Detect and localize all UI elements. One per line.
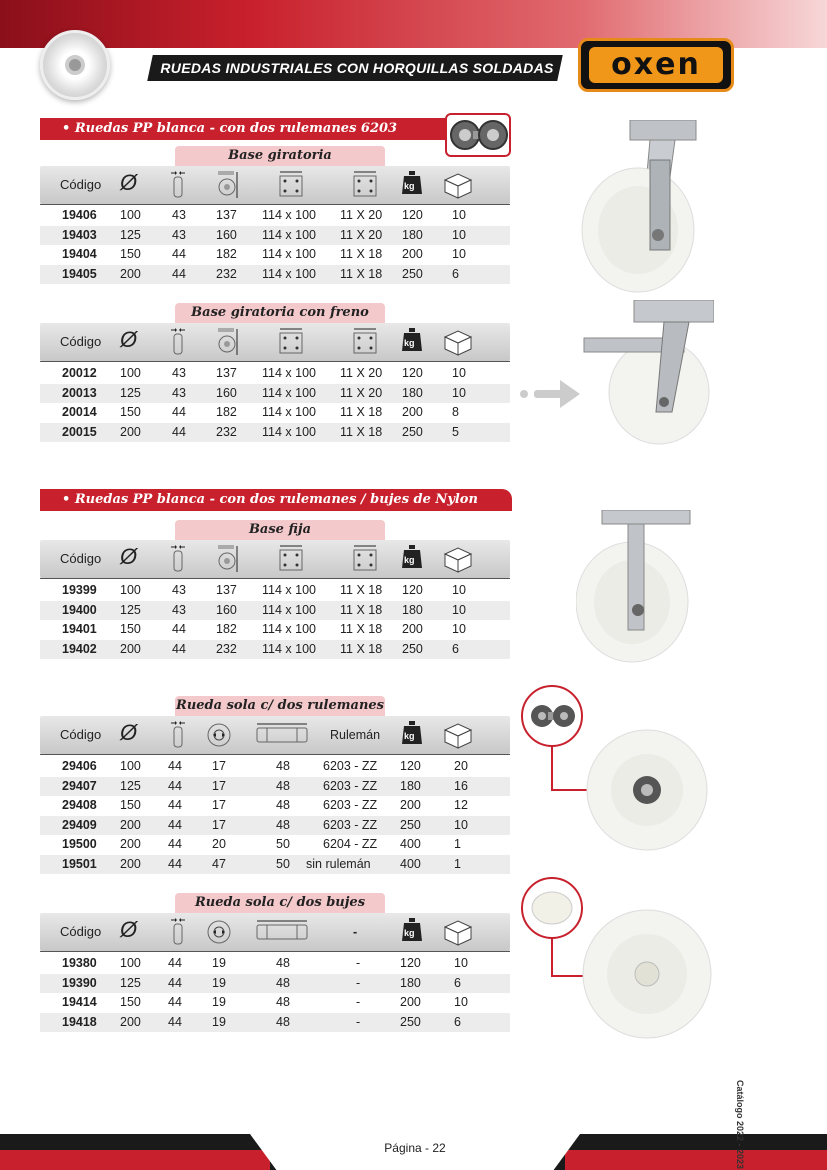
table-cell: 11 X 20 — [340, 366, 383, 380]
table-cell: 48 — [276, 817, 290, 832]
table-cell: 180 — [400, 975, 421, 990]
width-icon — [170, 720, 186, 755]
table-cell: 17 — [212, 817, 226, 832]
table-cell: 6203 - ZZ — [323, 759, 378, 773]
table-cell: 44 — [172, 266, 186, 281]
diameter-icon: Ø — [120, 720, 138, 745]
table-cell: 43 — [172, 385, 186, 400]
table-cell: 11 X 18 — [340, 641, 383, 656]
table-cell: 114 x 100 — [262, 247, 316, 262]
table-cell: 250 — [402, 641, 423, 656]
header-rule — [40, 578, 510, 579]
table-cell: 44 — [168, 995, 182, 1010]
table-cell: 182 — [216, 405, 237, 420]
table-cell: 200 — [120, 641, 141, 656]
table-cell: 20 — [454, 759, 468, 773]
table-cell: 150 — [120, 247, 141, 262]
table-header — [40, 323, 510, 361]
height-icon — [216, 170, 240, 205]
table-cell: 150 — [120, 405, 141, 420]
table-cell: 182 — [216, 247, 237, 262]
plate-size-icon — [274, 544, 308, 579]
wheel-bushings-photo — [520, 876, 740, 1061]
table-cell: 11 X 18 — [340, 622, 383, 637]
footer-accent-left — [0, 1150, 270, 1170]
table-row — [40, 796, 510, 815]
table-cell: 114 x 100 — [262, 602, 316, 617]
table-cell: 11 X 18 — [340, 266, 383, 281]
table-row — [40, 640, 510, 659]
cell-code: 19401 — [62, 622, 97, 637]
cell-code: 20012 — [62, 366, 97, 380]
table-cell: 10 — [452, 583, 466, 597]
table-cell: 11 X 18 — [340, 405, 383, 420]
kg-label: kg — [404, 338, 415, 348]
plate-size-icon — [274, 170, 308, 205]
table-cell: 114 x 100 — [262, 405, 316, 420]
table-row — [40, 601, 510, 620]
table-cell: 17 — [212, 778, 226, 793]
table-cell: 44 — [168, 857, 182, 871]
diameter-icon: Ø — [120, 327, 138, 352]
kg-label: kg — [404, 928, 415, 938]
cell-code: 19406 — [62, 208, 97, 222]
weight-kg-icon — [401, 170, 423, 201]
table-cell: 100 — [120, 759, 141, 773]
table-cell: 11 X 18 — [340, 424, 383, 439]
table-row — [40, 403, 510, 422]
wheel-logo-icon — [40, 30, 110, 100]
cell-code: 19418 — [62, 1014, 97, 1029]
table-cell: 200 — [120, 817, 141, 832]
package-icon — [442, 170, 474, 205]
cell-code: 19403 — [62, 227, 97, 242]
table-cell: 44 — [168, 798, 182, 813]
weight-kg-icon — [401, 917, 423, 948]
table-cell: 11 X 18 — [340, 602, 383, 617]
header-rule — [40, 361, 510, 362]
table-cell: 6203 - ZZ — [323, 817, 378, 832]
table-cell: 8 — [452, 405, 459, 420]
table-cell: 180 — [400, 778, 421, 793]
table-header — [40, 540, 510, 578]
package-icon — [442, 720, 474, 755]
cell-code: 29407 — [62, 778, 97, 793]
table-cell: 11 X 20 — [340, 227, 383, 242]
table-header — [40, 913, 510, 951]
table-cell: 17 — [212, 798, 226, 813]
hub-icon — [205, 917, 233, 952]
page-number: Página - 22 — [384, 1141, 446, 1155]
table-cell: 5 — [452, 424, 459, 439]
table-cell: 150 — [120, 995, 141, 1010]
hub-icon — [205, 720, 233, 755]
cell-code: 20015 — [62, 424, 97, 439]
table-cell: 114 x 100 — [262, 641, 316, 656]
table-row — [40, 206, 510, 225]
table-cell: 180 — [402, 385, 423, 400]
table-cell: 120 — [402, 208, 423, 222]
table-row — [40, 816, 510, 835]
bolt-holes-icon — [348, 544, 382, 579]
bearing-thumbnail — [445, 113, 511, 157]
table-cell: 160 — [216, 227, 237, 242]
table-cell: 44 — [172, 424, 186, 439]
table-cell: 250 — [402, 424, 423, 439]
codigo-header: Código — [60, 727, 102, 742]
table-cell: 200 — [402, 247, 423, 262]
plate-size-icon — [274, 327, 308, 362]
table-row — [40, 620, 510, 639]
table-cell: 114 x 100 — [262, 622, 316, 637]
table-cell: 10 — [454, 956, 468, 970]
diameter-icon: Ø — [120, 544, 138, 569]
table-cell: 114 x 100 — [262, 385, 316, 400]
height-icon — [216, 544, 240, 579]
table-cell: 6203 - ZZ — [323, 798, 378, 813]
table-row — [40, 265, 510, 284]
table-cell: 19 — [212, 956, 226, 970]
table-cell: 44 — [168, 759, 182, 773]
table-cell: 120 — [400, 956, 421, 970]
section-title: • Ruedas PP blanca - con dos rulemanes / bujes de Nylon — [40, 489, 512, 511]
table-cell: 137 — [216, 583, 237, 597]
weight-kg-icon — [401, 720, 423, 751]
table-cell: 1 — [454, 857, 461, 871]
table-cell: 19 — [212, 1014, 226, 1029]
cell-code: 19402 — [62, 641, 97, 656]
table-cell: 47 — [212, 857, 226, 871]
table-cell: 48 — [276, 995, 290, 1010]
caster-fixed-photo — [576, 510, 706, 670]
package-icon — [442, 544, 474, 579]
table-cell: 12 — [454, 798, 468, 813]
table-cell: 19 — [212, 995, 226, 1010]
table-cell: 44 — [168, 837, 182, 852]
table-row — [40, 245, 510, 264]
bolt-holes-icon — [348, 327, 382, 362]
table-cell: 20 — [212, 837, 226, 852]
table-cell: 250 — [402, 266, 423, 281]
brand-logo — [578, 38, 734, 92]
table-cell: 114 x 100 — [262, 366, 316, 380]
table-cell: 125 — [120, 385, 141, 400]
header-rule — [40, 754, 510, 755]
table-cell: 50 — [276, 857, 290, 871]
table-subtitle: Rueda sola c/ dos bujes — [175, 893, 385, 913]
table-cell: 125 — [120, 778, 141, 793]
table-cell: 48 — [276, 975, 290, 990]
kg-label: kg — [404, 555, 415, 565]
table-cell: 200 — [402, 622, 423, 637]
table-cell: 125 — [120, 975, 141, 990]
diameter-icon: Ø — [120, 917, 138, 942]
table-cell: 125 — [120, 602, 141, 617]
table-cell: 200 — [400, 995, 421, 1010]
table-row — [40, 993, 510, 1012]
table-row — [40, 384, 510, 403]
header-rule — [40, 951, 510, 952]
table-subtitle: Base fija — [175, 520, 385, 540]
table-cell: 200 — [402, 405, 423, 420]
bolt-holes-icon — [348, 170, 382, 205]
table-cell: 160 — [216, 385, 237, 400]
table-row — [40, 226, 510, 245]
table-cell: 6 — [452, 641, 459, 656]
table-cell: 44 — [172, 247, 186, 262]
table-cell: 44 — [168, 975, 182, 990]
package-icon — [442, 327, 474, 362]
weight-kg-icon — [401, 544, 423, 575]
table-cell: 44 — [168, 956, 182, 970]
cell-code: 19500 — [62, 837, 97, 852]
table-row — [40, 855, 510, 874]
table-row — [40, 1013, 510, 1032]
width-icon — [170, 917, 186, 952]
table-cell: 120 — [400, 759, 421, 773]
table-cell: 200 — [400, 798, 421, 813]
table-cell: 100 — [120, 366, 141, 380]
table-cell: 43 — [172, 366, 186, 380]
table-cell: 10 — [452, 208, 466, 222]
table-cell: 10 — [454, 995, 468, 1010]
table-cell: 114 x 100 — [262, 208, 316, 222]
table-cell: 11 X 18 — [340, 247, 383, 262]
cell-code: 19399 — [62, 583, 97, 597]
table-row — [40, 581, 510, 600]
table-cell: - — [356, 995, 361, 1010]
cell-code: 29409 — [62, 817, 97, 832]
axle-length-icon — [253, 917, 313, 952]
header-rule — [40, 204, 510, 205]
table-cell: 120 — [402, 583, 423, 597]
table-cell: 43 — [172, 602, 186, 617]
table-cell: 137 — [216, 366, 237, 380]
cell-code: 19400 — [62, 602, 97, 617]
table-cell: 232 — [216, 641, 237, 656]
table-cell: 150 — [120, 622, 141, 637]
catalog-label: Catálogo 2022 - 2023 — [735, 1080, 745, 1170]
table-row — [40, 423, 510, 442]
cell-code: 20014 — [62, 405, 97, 420]
table-subtitle: Rueda sola c/ dos rulemanes — [175, 696, 385, 716]
width-icon — [170, 170, 186, 205]
table-cell: 48 — [276, 778, 290, 793]
table-cell: 125 — [120, 227, 141, 242]
codigo-header: Código — [60, 334, 102, 349]
table-cell: - — [356, 956, 361, 970]
table-header — [40, 716, 510, 754]
table-cell: 48 — [276, 798, 290, 813]
table-cell: 50 — [276, 837, 290, 852]
table-cell: 43 — [172, 583, 186, 597]
table-cell: - — [356, 1014, 361, 1029]
table-cell: 11 X 18 — [340, 583, 383, 597]
codigo-header: Código — [60, 924, 102, 939]
table-subtitle: Base giratoria con freno — [175, 303, 385, 323]
table-cell: 48 — [276, 956, 290, 970]
table-subtitle: Base giratoria — [175, 146, 385, 166]
table-row — [40, 364, 510, 383]
diameter-icon: Ø — [120, 170, 138, 195]
caster-brake-photo — [514, 300, 714, 450]
cell-code: 29406 — [62, 759, 97, 773]
table-cell: 114 x 100 — [262, 424, 316, 439]
width-icon — [170, 327, 186, 362]
cell-code: 29408 — [62, 798, 97, 813]
table-row — [40, 954, 510, 973]
table-cell: 1 — [454, 837, 461, 852]
table-cell: 6 — [452, 266, 459, 281]
table-cell: 43 — [172, 208, 186, 222]
table-cell: 44 — [168, 1014, 182, 1029]
page-title: RUEDAS INDUSTRIALES CON HORQUILLAS SOLDADAS — [160, 60, 554, 76]
table-cell: 200 — [120, 424, 141, 439]
table-cell: 182 — [216, 622, 237, 637]
table-cell: 120 — [402, 366, 423, 380]
cell-code: 19405 — [62, 266, 97, 281]
table-cell: 6 — [454, 975, 461, 990]
table-cell: 11 X 20 — [340, 208, 383, 222]
table-cell: 44 — [168, 778, 182, 793]
table-cell: 200 — [120, 857, 141, 871]
table-cell: 114 x 100 — [262, 227, 316, 242]
table-cell: 10 — [452, 227, 466, 242]
cell-code: 19390 — [62, 975, 97, 990]
table-cell: 400 — [400, 857, 421, 871]
table-cell: 6203 - ZZ — [323, 778, 378, 793]
table-cell: 10 — [452, 366, 466, 380]
table-cell: 44 — [172, 405, 186, 420]
table-cell: 100 — [120, 956, 141, 970]
table-cell: 10 — [452, 385, 466, 400]
table-cell: 19 — [212, 975, 226, 990]
table-cell: 180 — [402, 602, 423, 617]
table-cell: 180 — [402, 227, 423, 242]
table-cell: 250 — [400, 1014, 421, 1029]
table-cell: 400 — [400, 837, 421, 852]
axle-length-icon — [253, 720, 313, 755]
package-icon — [442, 917, 474, 952]
table-cell: 16 — [454, 778, 468, 793]
table-cell: 48 — [276, 1014, 290, 1029]
table-cell: 17 — [212, 759, 226, 773]
table-cell: 232 — [216, 266, 237, 281]
cell-code: 19501 — [62, 857, 97, 871]
table-cell: 10 — [454, 817, 468, 832]
cell-code: 19404 — [62, 247, 97, 262]
height-icon — [216, 327, 240, 362]
table-header — [40, 166, 510, 204]
table-cell: 44 — [172, 641, 186, 656]
table-cell: 200 — [120, 837, 141, 852]
table-cell: 114 x 100 — [262, 583, 316, 597]
table-cell: 200 — [120, 1014, 141, 1029]
table-cell: 137 — [216, 208, 237, 222]
kg-label: kg — [404, 731, 415, 741]
codigo-header: Código — [60, 177, 102, 192]
table-row — [40, 974, 510, 993]
table-cell: 11 X 20 — [340, 385, 383, 400]
table-cell: 232 — [216, 424, 237, 439]
table-cell: 150 — [120, 798, 141, 813]
cell-code: 19380 — [62, 956, 97, 970]
table-cell: 10 — [452, 247, 466, 262]
table-cell: 200 — [120, 266, 141, 281]
cell-code: 20013 — [62, 385, 97, 400]
table-cell: 10 — [452, 602, 466, 617]
table-cell: 114 x 100 — [262, 266, 316, 281]
table-cell: - — [356, 975, 361, 990]
extra-column-header: Rulemán — [330, 728, 381, 742]
table-cell: 48 — [276, 759, 290, 773]
weight-kg-icon — [401, 327, 423, 358]
table-cell: sin rulemán — [306, 857, 371, 871]
caster-swivel-photo — [580, 120, 720, 300]
table-row — [40, 835, 510, 854]
kg-label: kg — [404, 181, 415, 191]
section-title: • Ruedas PP blanca - con dos rulemanes 6203 — [40, 118, 510, 140]
table-cell: 6 — [454, 1014, 461, 1029]
table-cell: 160 — [216, 602, 237, 617]
cell-code: 19414 — [62, 995, 97, 1010]
footer-accent-right — [565, 1150, 827, 1170]
table-row — [40, 777, 510, 796]
table-cell: 250 — [400, 817, 421, 832]
extra-column-header: - — [353, 925, 358, 939]
table-cell: 43 — [172, 227, 186, 242]
table-cell: 10 — [452, 622, 466, 637]
width-icon — [170, 544, 186, 579]
wheel-bearings-photo — [520, 684, 740, 889]
codigo-header: Código — [60, 551, 102, 566]
table-cell: 6204 - ZZ — [323, 837, 378, 852]
brand-text: oxen — [589, 47, 723, 83]
table-cell: 44 — [168, 817, 182, 832]
table-cell: 100 — [120, 208, 141, 222]
table-cell: 44 — [172, 622, 186, 637]
table-cell: 100 — [120, 583, 141, 597]
table-row — [40, 757, 510, 776]
